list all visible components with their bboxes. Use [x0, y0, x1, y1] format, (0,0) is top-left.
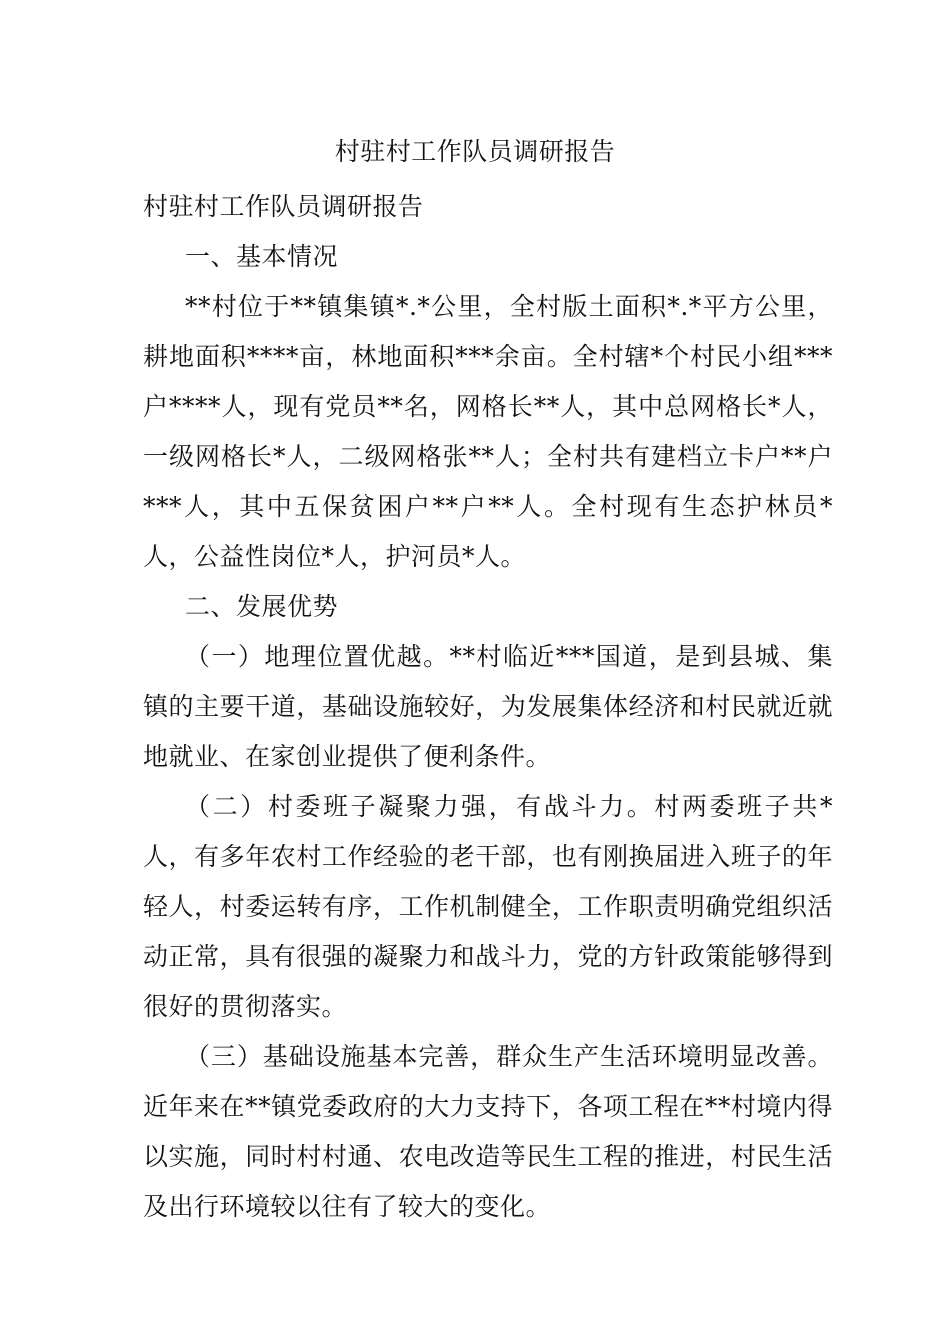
section-heading-advantages: 二、发展优势 [185, 592, 339, 621]
paragraph-basic-info: **村位于**镇集镇*.*公里，全村版土面积*.*平方公里，耕地面积****亩，林地面积***余亩。全村辖*个村民小组***户****人，现有党员**名，网格长**人，其中总网格长*人，一级网格长*人，二级网格张**人；全村共有建档立卡户**户***人，其中五保贫困户**户**人。全村现有生态护林员*人，公益性岗位*人，护河员*人。 [143, 292, 833, 571]
subtitle-line: 村驻村工作队员调研报告 [143, 192, 424, 221]
section-heading-basic-info: 一、基本情况 [185, 242, 339, 271]
paragraph-advantage-location: （一）地理位置优越。**村临近***国道，是到县城、集镇的主要干道，基础设施较好，为发展集体经济和村民就近就地就业、在家创业提供了便利条件。 [143, 642, 833, 771]
paragraph-advantage-committee: （二）村委班子凝聚力强，有战斗力。村两委班子共*人，有多年农村工作经验的老干部，也有刚换届进入班子的年轻人，村委运转有序，工作机制健全，工作职责明确党组织活动正常，具有很强的凝聚力和战斗力，党的方针政策能够得到很好的贯彻落实。 [143, 792, 833, 1021]
document-title: 村驻村工作队员调研报告 [334, 137, 616, 166]
document-body [143, 182, 833, 1232]
paragraph-advantage-infrastructure: （三）基础设施基本完善，群众生产生活环境明显改善。近年来在**镇党委政府的大力支持下，各项工程在**村境内得以实施，同时村村通、农电改造等民生工程的推进，村民生活及出行环境较以往有了较大的变化。 [143, 1042, 833, 1221]
